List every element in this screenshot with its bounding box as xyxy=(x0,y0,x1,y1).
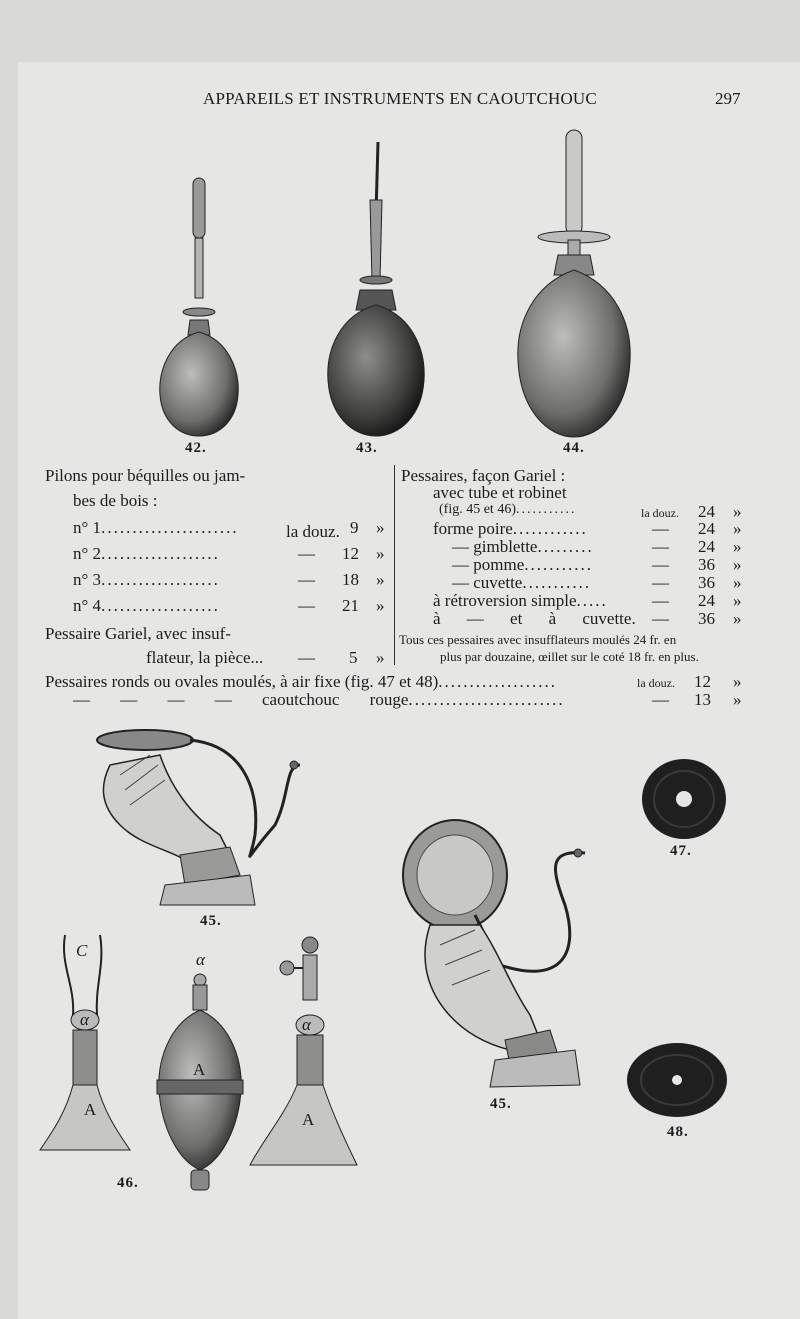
left-item-3-sep: » xyxy=(376,570,385,589)
right-item-5-price: 24 xyxy=(698,591,715,610)
figure-42-syringe xyxy=(150,170,250,440)
right-item-0-unit: la douz. xyxy=(641,506,679,520)
page-number: 297 xyxy=(715,89,741,108)
right-note-line1: Tous ces pessaires avec insufflateurs moulés 24 fr. en xyxy=(399,632,677,647)
figure-46-letter-A-right: A xyxy=(302,1110,315,1129)
left-item-2-sep: » xyxy=(376,544,385,563)
right-item-5-unit: — xyxy=(652,591,669,610)
figref-dots: ........... xyxy=(515,502,577,517)
full-line-1-price: 12 xyxy=(694,672,711,691)
left-item-4-sep: » xyxy=(376,596,385,615)
right-item-1-sep: » xyxy=(733,519,742,538)
right-sub: avec tube et robinet xyxy=(433,483,567,502)
left-item-3-unit: — xyxy=(298,570,315,589)
figure-46-letter-alpha-right: α xyxy=(302,1015,311,1034)
figure-46-letter-A-center: A xyxy=(193,1060,206,1079)
figure-45-label-left: 45. xyxy=(200,913,222,929)
right-item-2 xyxy=(452,537,594,557)
figure-45-hand-pessary-right xyxy=(400,815,610,1095)
right-item-4-price: 36 xyxy=(698,573,715,592)
figure-46-insufflator-bulb xyxy=(155,965,245,1195)
item-dots: ........... xyxy=(524,555,593,574)
figure-48-label: 48. xyxy=(667,1124,689,1140)
full-line-1-dots: ................... xyxy=(438,672,558,691)
left-item-2-unit: — xyxy=(298,544,315,563)
left-item-1-sep: » xyxy=(376,518,385,537)
item-label: n° 1 xyxy=(73,518,102,537)
right-item-3-sep: » xyxy=(733,555,742,574)
item-dots: ................... xyxy=(101,596,220,615)
full-line-1-sep: » xyxy=(733,672,742,691)
full-line-2-sep: » xyxy=(733,690,742,709)
item-label: — gimblette xyxy=(452,537,538,556)
left-item-3 xyxy=(73,570,220,590)
figure-46-letter-alpha-left: α xyxy=(80,1010,89,1029)
left-item-3-price: 18 xyxy=(342,570,359,589)
gariel-sep: » xyxy=(376,648,385,667)
figure-48-oval-pessary xyxy=(625,1040,730,1120)
left-item-4 xyxy=(73,596,220,616)
figure-43-label: 43. xyxy=(356,440,378,456)
gariel-unit: — xyxy=(298,648,315,667)
item-label: n° 4 xyxy=(73,596,102,615)
right-note-line2: plus par douzaine, œillet sur le coté 18 fr. en plus. xyxy=(440,649,699,664)
right-item-2-price: 24 xyxy=(698,537,715,556)
figure-46-letter-A-left: A xyxy=(84,1100,97,1119)
right-item-1 xyxy=(433,519,588,539)
item-dots: ...................... xyxy=(101,518,239,537)
left-item-4-price: 21 xyxy=(342,596,359,615)
full-line-2-text: — — — — caoutchouc rouge xyxy=(73,690,409,709)
right-item-4-sep: » xyxy=(733,573,742,592)
left-item-2-price: 12 xyxy=(342,544,359,563)
right-item-6-price: 36 xyxy=(698,609,715,628)
right-item-4 xyxy=(452,573,591,593)
item-label: n° 3 xyxy=(73,570,102,589)
left-item-1-unit: la douz. xyxy=(286,522,340,541)
figure-46-insufflator-valve xyxy=(245,930,360,1170)
column-divider xyxy=(394,465,395,665)
left-item-1 xyxy=(73,518,239,538)
right-item-1-unit: — xyxy=(652,519,669,538)
right-item-3-price: 36 xyxy=(698,555,715,574)
figure-42-label: 42. xyxy=(185,440,207,456)
item-dots: ..... xyxy=(576,591,608,610)
right-item-1-price: 24 xyxy=(698,519,715,538)
item-label: — pomme xyxy=(452,555,525,574)
right-item-3-unit: — xyxy=(652,555,669,574)
right-item-0-price: 24 xyxy=(698,502,715,521)
left-item-4-unit: — xyxy=(298,596,315,615)
right-item-5 xyxy=(433,591,608,611)
left-heading-line2: bes de bois : xyxy=(73,491,158,510)
item-label: à rétroversion simple xyxy=(433,591,577,610)
page-title: APPAREILS ET INSTRUMENTS EN CAOUTCHOUC xyxy=(203,89,597,108)
item-label: n° 2 xyxy=(73,544,102,563)
full-line-2-price: 13 xyxy=(694,690,711,709)
right-figref xyxy=(439,502,576,518)
right-item-6-sep: » xyxy=(733,609,742,628)
figref-text: (fig. 45 et 46) xyxy=(439,502,516,517)
item-dots: ......... xyxy=(537,537,594,556)
item-dots: ................... xyxy=(101,544,220,563)
figure-45-hand-pessary-left xyxy=(90,725,320,910)
full-line-2-unit: — xyxy=(652,690,669,709)
left-heading-line1: Pilons pour béquilles ou jam- xyxy=(45,466,246,485)
right-item-4-unit: — xyxy=(652,573,669,592)
full-line-1-text: Pessaires ronds ou ovales moulés, à air fixe (fig. 47 et 48) xyxy=(45,672,439,691)
gariel-line1: Pessaire Gariel, avec insuf- xyxy=(45,624,231,643)
right-item-6-unit: — xyxy=(652,609,669,628)
figure-46-letter-alpha-center: α xyxy=(196,950,205,969)
right-heading: Pessaires, façon Gariel : xyxy=(401,466,566,485)
gariel-line2: flateur, la pièce... xyxy=(146,648,264,667)
full-line-1-unit: la douz. xyxy=(637,676,675,690)
right-item-0-sep: » xyxy=(733,502,742,521)
full-line-1 xyxy=(45,672,557,692)
right-item-2-unit: — xyxy=(652,537,669,556)
figure-47-label: 47. xyxy=(670,843,692,859)
gariel-price: 5 xyxy=(349,648,358,667)
figure-44-syringe xyxy=(510,125,640,440)
figure-47-ring-pessary xyxy=(640,757,730,842)
item-dots: ........... xyxy=(522,573,592,592)
figure-46-letter-c: C xyxy=(76,941,88,960)
item-dots: ................... xyxy=(101,570,220,589)
full-line-2 xyxy=(73,690,565,710)
figure-45-label-right: 45. xyxy=(490,1096,512,1112)
right-item-3 xyxy=(452,555,593,575)
left-item-2 xyxy=(73,544,220,564)
item-label: forme poire xyxy=(433,519,513,538)
right-item-5-sep: » xyxy=(733,591,742,610)
right-item-6: à — et à cuvette. xyxy=(433,609,636,628)
figure-43-syringe xyxy=(320,140,430,440)
right-item-2-sep: » xyxy=(733,537,742,556)
left-item-1-price: 9 xyxy=(350,518,359,537)
full-line-2-dots: ......................... xyxy=(408,690,565,709)
figure-44-label: 44. xyxy=(563,440,585,456)
item-dots: ............ xyxy=(512,519,588,538)
figure-46-label: 46. xyxy=(117,1175,139,1191)
item-label: — cuvette xyxy=(452,573,523,592)
